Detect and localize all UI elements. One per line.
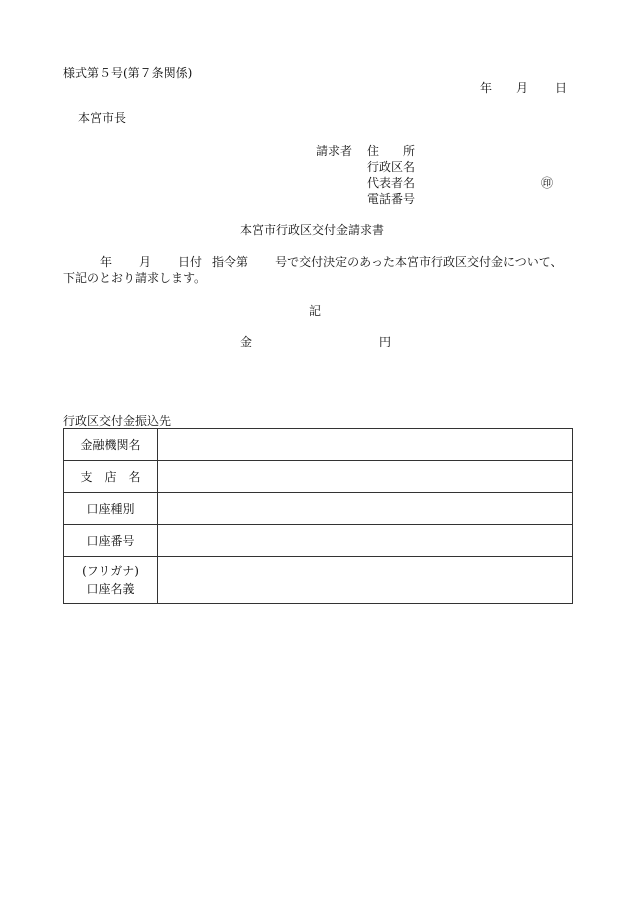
date-month-label: 月 [516, 81, 529, 95]
furigana-label: (フリガナ) [82, 564, 139, 578]
table-row [64, 461, 573, 493]
body-directive-no: 指令第 [212, 255, 249, 269]
requester-ward-name-label: 行政区名 [367, 160, 416, 174]
table-row [64, 525, 573, 557]
requester-address-label: 住 所 [367, 144, 416, 158]
date-day-label: 日 [555, 81, 568, 95]
branch-name-label: 支 店 名 [64, 461, 158, 493]
table-row [64, 429, 573, 461]
body-day-dated: 日付 [178, 255, 203, 269]
branch-name-field[interactable] [158, 461, 573, 493]
body-text-line-1: 号で交付決定のあった本宮市行政区交付金について、 [275, 255, 563, 269]
requester-label: 請求者 [316, 144, 353, 158]
body-month: 月 [139, 255, 152, 269]
requester-phone-label: 電話番号 [367, 192, 416, 206]
date-year-label: 年 [480, 81, 493, 95]
form-number: 様式第５号(第７条関係) [63, 66, 193, 80]
amount-en-label: 円 [379, 335, 392, 349]
bank-name-field[interactable] [158, 429, 573, 461]
account-number-field[interactable] [158, 525, 573, 557]
bank-section-heading: 行政区交付金振込先 [63, 414, 172, 428]
account-type-label: 口座種別 [64, 493, 158, 525]
bank-name-label: 金融機関名 [64, 429, 158, 461]
account-type-field[interactable] [158, 493, 573, 525]
account-holder-name-label: 口座名義 [86, 582, 135, 596]
table-row [64, 493, 573, 525]
account-holder-label [64, 557, 158, 604]
seal-icon: ㊞ [541, 176, 554, 190]
account-holder-field[interactable] [158, 557, 573, 604]
body-year: 年 [100, 255, 113, 269]
body-line-1 [63, 255, 583, 269]
table-row [64, 557, 573, 604]
amount-kin-label: 金 [240, 335, 253, 349]
ki-heading: 記 [309, 304, 322, 318]
bank-transfer-table [63, 428, 573, 604]
account-number-label: 口座番号 [64, 525, 158, 557]
body-text-line-2: 下記のとおり請求します。 [63, 271, 207, 285]
document-title: 本宮市行政区交付金請求書 [240, 223, 385, 237]
addressee: 本宮市長 [78, 111, 127, 125]
requester-representative-label: 代表者名 [367, 176, 416, 190]
